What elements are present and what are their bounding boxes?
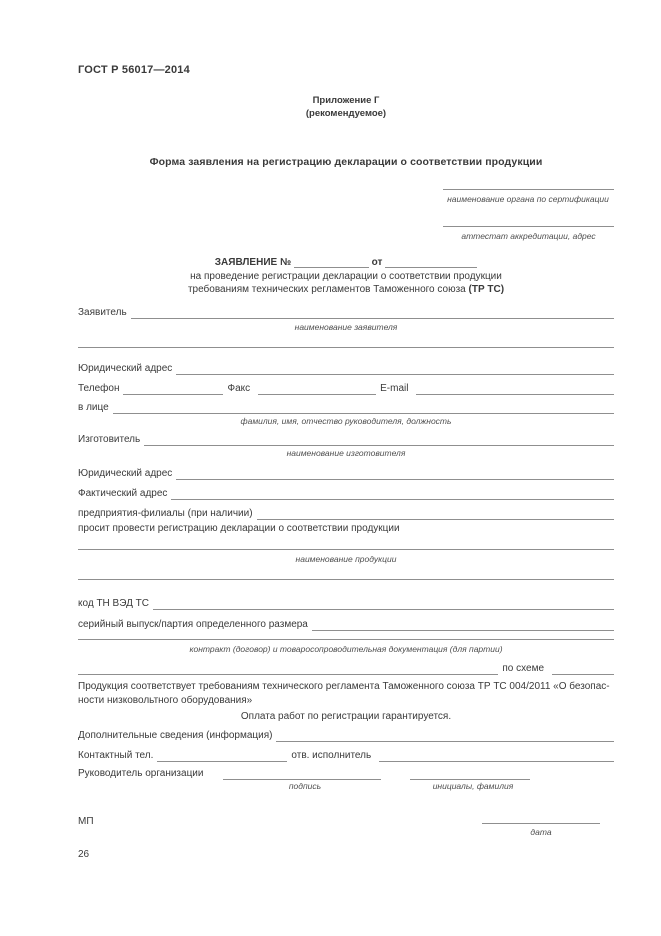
application-date-blank (385, 257, 477, 268)
signature-blank (223, 768, 381, 780)
field-actual-address (78, 487, 614, 500)
doc-number: ГОСТ Р 56017—2014 (78, 64, 190, 76)
email-label: E-mail (380, 383, 409, 394)
scheme-blank (552, 663, 614, 675)
in-person-caption: фамилия, имя, отчество руководителя, должность (240, 416, 452, 426)
payment-text: Оплата работ по регистрации гарантируется. (240, 711, 452, 722)
phone-label: Телефон (78, 383, 120, 394)
legal-address-2-label: Юридический адрес (78, 468, 173, 479)
head-label: Руководитель организации (78, 768, 204, 779)
scheme-label: по схеме (502, 663, 544, 674)
accreditation-blank-line (443, 226, 614, 227)
fax-blank (258, 383, 376, 395)
initials-blank (410, 768, 530, 780)
additional-info-blank (276, 730, 614, 742)
field-additional-info (78, 729, 614, 742)
field-applicant (78, 306, 614, 319)
applicant-blank-line2 (78, 347, 614, 348)
applicant-caption: наименование заявителя (294, 322, 398, 332)
conformity-text-line1: Продукция соответствует требованиям технического регламента Таможенного союза ТР ТС 004/2011 «О безопас- (78, 681, 610, 692)
field-legal-address-2 (78, 467, 614, 480)
branches-label: предприятия-филиалы (при наличии) (78, 508, 253, 519)
contract-caption: контракт (договор) и товаросопроводительная документация (для партии) (189, 644, 503, 654)
field-branches (78, 507, 614, 520)
legal-address-2-blank (176, 468, 614, 480)
applicant-blank (131, 307, 614, 319)
product-blank-line (78, 549, 614, 550)
field-serial (78, 618, 614, 631)
field-manufacturer (78, 433, 614, 446)
tnved-blank (153, 598, 614, 610)
cert-org-caption: наименование органа по сертификации (447, 194, 609, 204)
stamp-label: МП (78, 816, 94, 827)
branches-blank (257, 508, 614, 520)
manufacturer-caption: наименование изготовителя (286, 448, 406, 458)
email-blank (416, 383, 614, 395)
serial-label: серийный выпуск/партия определенного размера (78, 619, 308, 630)
manufacturer-label: Изготовитель (78, 434, 141, 445)
request-text: просит провести регистрацию декларации о соответствии продукции (78, 523, 400, 534)
tnved-label: код ТН ВЭД ТС (78, 598, 149, 609)
signature-caption: подпись (288, 781, 322, 791)
phone-blank (123, 383, 223, 395)
application-from-label: от (371, 257, 383, 268)
date-blank-line (482, 823, 600, 824)
field-in-person (78, 401, 614, 414)
field-phone-fax-email (78, 382, 614, 395)
contact-phone-label: Контактный тел. (78, 750, 154, 761)
actual-address-blank (171, 488, 614, 500)
annex-note: (рекомендуемое) (305, 108, 387, 119)
cert-org-blank-line (443, 189, 614, 190)
applicant-label: Заявитель (78, 307, 127, 318)
date-caption: дата (530, 827, 552, 837)
product-caption: наименование продукции (295, 554, 397, 564)
application-heading-line3 (78, 284, 614, 295)
manufacturer-blank (144, 434, 614, 446)
in-person-blank (113, 402, 614, 414)
executor-label: отв. исполнитель (291, 750, 372, 761)
field-tnved (78, 597, 614, 610)
field-contact-phone (78, 749, 614, 762)
scheme-pre-blank (78, 663, 498, 675)
contract-blank-line (78, 639, 614, 640)
contact-phone-blank (157, 750, 287, 762)
page-title: Форма заявления на регистрацию декларации о соответствии продукции (149, 156, 543, 168)
annex-label: Приложение Г (312, 95, 380, 106)
in-person-label: в лице (78, 402, 109, 413)
application-number-blank (294, 257, 369, 268)
application-heading-line2: на проведение регистрации декларации о соответствии продукции (190, 271, 502, 282)
additional-info-label: Дополнительные сведения (информация) (78, 730, 273, 741)
application-heading-line3-text: требованиям технических регламентов Таможенного союза (187, 284, 466, 295)
field-legal-address (78, 362, 614, 375)
application-number-label: ЗАЯВЛЕНИЕ № (214, 257, 292, 268)
legal-address-label: Юридический адрес (78, 363, 173, 374)
conformity-text-line2: ности низковольтного оборудования» (78, 695, 253, 706)
executor-blank (379, 750, 614, 762)
initials-caption: инициалы, фамилия (432, 781, 514, 791)
page-number: 26 (78, 849, 90, 860)
actual-address-label: Фактический адрес (78, 488, 168, 499)
serial-blank (312, 619, 614, 631)
product-blank-line2 (78, 579, 614, 580)
accreditation-caption: аттестат аккредитации, адрес (461, 231, 596, 241)
legal-address-blank (176, 363, 614, 375)
application-heading-line3-bold: (ТР ТС) (468, 284, 505, 295)
fax-label: Факс (227, 383, 251, 394)
field-scheme (78, 662, 614, 675)
application-heading-line1 (78, 257, 614, 268)
field-head-of-organization (78, 767, 614, 780)
